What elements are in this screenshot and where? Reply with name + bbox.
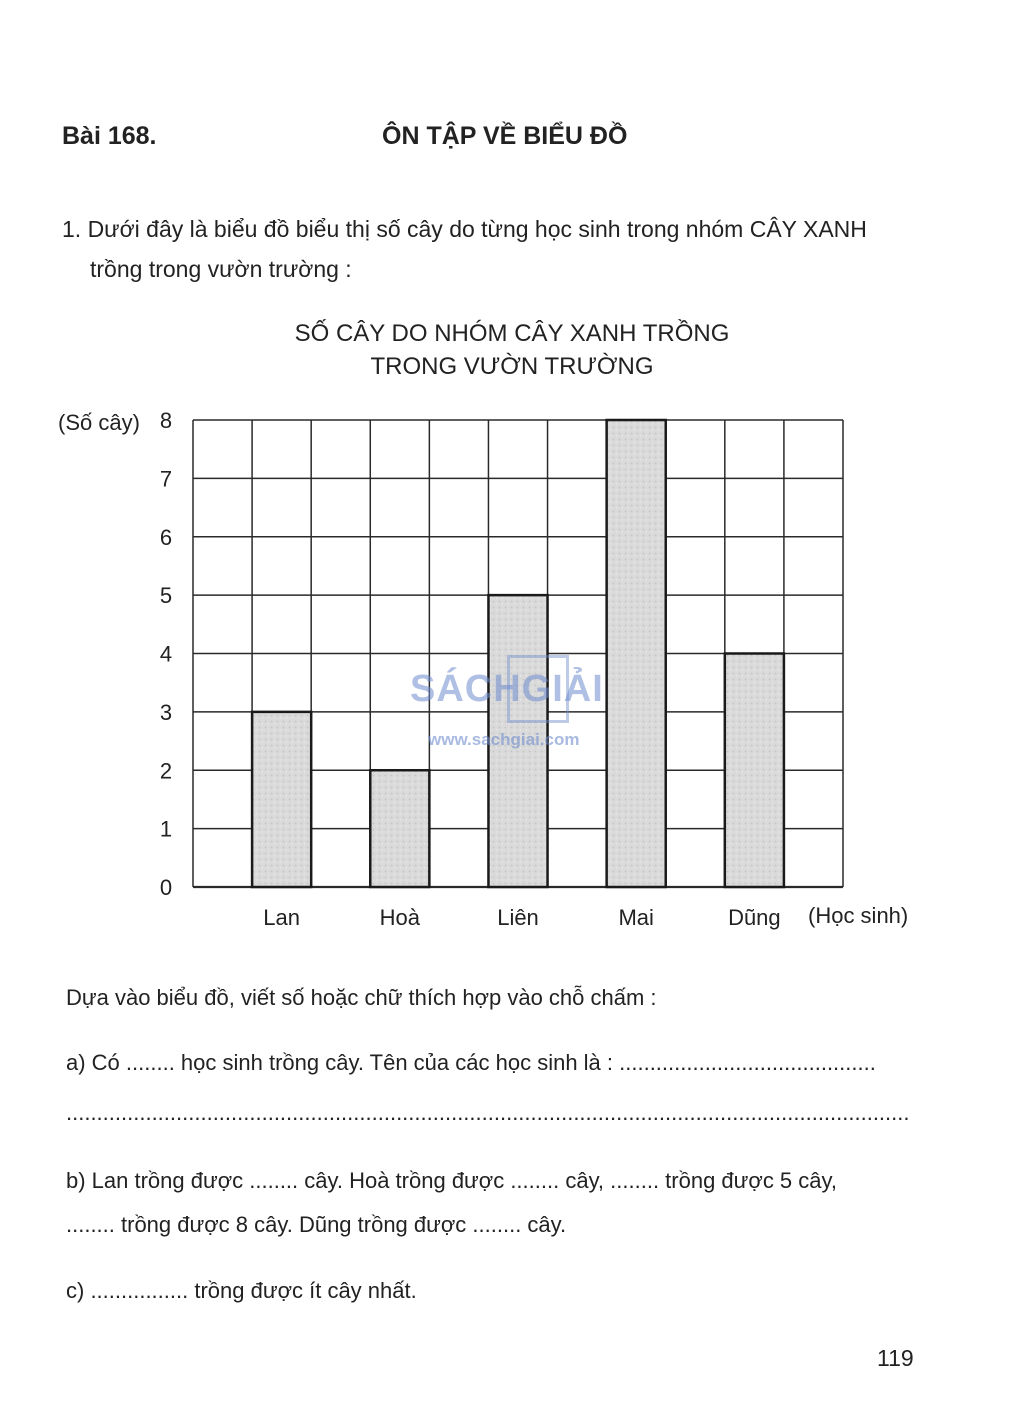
exercise-a: a) Có ........ học sinh trồng cây. Tên của các học sinh là : .......................................... xyxy=(66,1050,876,1075)
bar-mai xyxy=(607,420,666,887)
y-tick-label: 1 xyxy=(159,816,173,842)
question-line-2: trồng trong vườn trường : xyxy=(90,256,352,282)
chart-title-line-1: SỐ CÂY DO NHÓM CÂY XANH TRỒNG xyxy=(294,320,730,347)
x-category-label: Lan xyxy=(263,905,300,930)
page-number: 119 xyxy=(877,1345,914,1371)
y-tick-label: 6 xyxy=(159,524,173,550)
y-tick-label: 3 xyxy=(159,699,173,725)
x-category-label: Hoà xyxy=(379,905,420,930)
watermark-logo: SÁCHGIẢI xyxy=(410,668,604,710)
x-axis-label: (Học sinh) xyxy=(808,903,909,928)
question-line-1: 1. Dưới đây là biểu đồ biểu thị số cây do từng học sinh trong nhóm CÂY XANH xyxy=(62,216,867,242)
exercise-a-continuation: .......................................................................................................................................... xyxy=(66,1100,910,1125)
y-tick-label: 4 xyxy=(159,641,173,667)
chart-title-line-2: TRONG VƯỜN TRƯỜNG xyxy=(370,353,654,380)
x-category-label: Liên xyxy=(497,905,539,930)
exercise-b-line-2: ........ trồng được 8 cây. Dũng trồng được ........ cây. xyxy=(66,1212,567,1237)
x-category-label: Mai xyxy=(618,905,654,930)
y-tick-label: 7 xyxy=(159,466,173,492)
bar-hoà xyxy=(370,770,429,887)
y-tick-label: 8 xyxy=(159,408,173,433)
bar-dũng xyxy=(725,654,784,888)
watermark-url: www.sachgiai.com xyxy=(428,730,580,749)
y-tick-label: 2 xyxy=(159,758,173,784)
lesson-number: Bài 168. xyxy=(62,122,157,150)
y-tick-label: 0 xyxy=(159,875,173,900)
lesson-title: ÔN TẬP VỀ BIỂU ĐỒ xyxy=(382,122,628,150)
exercise-c: c) ................ trồng được ít cây nhất. xyxy=(66,1278,417,1303)
x-category-label: Dũng xyxy=(728,905,781,930)
bar-lan xyxy=(252,712,311,887)
exercise-b-line-1: b) Lan trồng được ........ cây. Hoà trồng được ........ cây, ........ trồng được 5 cây, xyxy=(66,1168,837,1193)
exercise-instruction: Dựa vào biểu đồ, viết số hoặc chữ thích hợp vào chỗ chấm : xyxy=(66,985,657,1010)
y-tick-label: 5 xyxy=(159,583,173,609)
y-axis-label: (Số cây) xyxy=(58,410,140,435)
